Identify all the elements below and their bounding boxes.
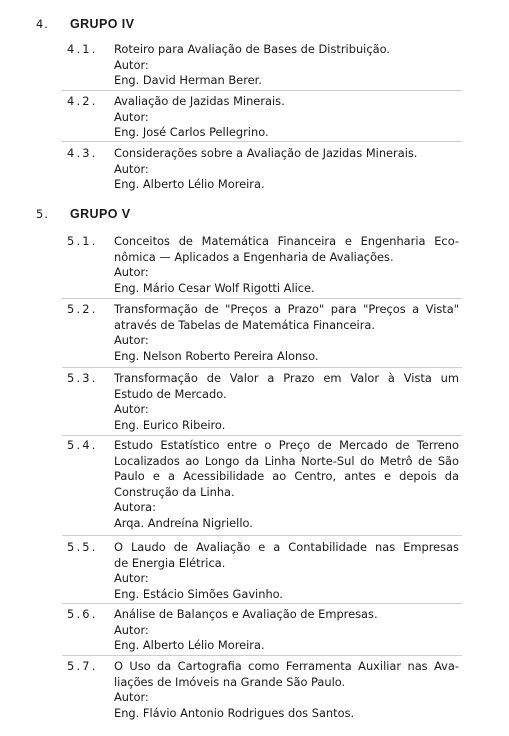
item-role: Autor:: [114, 161, 149, 176]
item-number: 5.1.: [67, 234, 98, 248]
item-title-line: Estudo Estatístico entre o Preço de Mercado de Terreno: [114, 438, 459, 452]
item-role: Autor:: [114, 402, 149, 417]
item-number: 5.3.: [67, 371, 98, 385]
item-title: Análise de Balanços e Avaliação de Empresas.: [114, 607, 378, 621]
group-number: 4.: [36, 17, 49, 31]
item-number: 5.2.: [67, 302, 98, 316]
divider: [62, 435, 462, 436]
item-author: Eng. Eurico Ribeiro.: [114, 417, 226, 432]
item-title-line: Transformação de "Preços a Prazo" para "Preços a Vista": [114, 302, 459, 316]
item-title-line: O Laudo de Avaliação e a Contabilidade nas Empresas: [114, 540, 459, 554]
item-number: 5.5.: [67, 540, 98, 554]
item-title-line: Construção da Linha.: [114, 484, 235, 499]
item-title: Roteiro para Avaliação de Bases de Distribuição.: [114, 42, 390, 56]
item-title-line: através de Tabelas de Matemática Financeira.: [114, 317, 375, 332]
group-number: 5.: [36, 207, 49, 221]
item-author: Eng. Estácio Simões Gavinho.: [114, 586, 284, 601]
item-number: 4.2.: [67, 94, 98, 108]
item-role: Autor:: [114, 109, 149, 124]
divider: [62, 535, 462, 536]
item-title-line: O Uso da Cartografia como Ferramenta Auxiliar nas Ava-: [114, 659, 459, 673]
item-author: Eng. Alberto Lélio Moreira.: [114, 177, 265, 192]
item-title-line: liações de Imóveis na Grande São Paulo.: [114, 674, 346, 689]
group-title: GRUPO V: [70, 207, 131, 221]
item-author: Eng. José Carlos Pellegrino.: [114, 125, 269, 140]
item-title-line: Paulo e a Acessibilidade ao Centro, antes e depois da: [114, 469, 459, 484]
item-role: Autor:: [114, 57, 149, 72]
item-title-line: Localizados ao Longo da Linha Norte-Sul do Metrô de São: [114, 453, 459, 468]
item-author: Eng. Alberto Lélio Moreira.: [114, 638, 265, 653]
item-role: Autor:: [114, 690, 149, 705]
item-title-line: Estudo de Mercado.: [114, 386, 227, 401]
divider: [62, 367, 462, 368]
divider: [62, 141, 462, 142]
item-author: Eng. Flávio Antonio Rodrigues dos Santos.: [114, 705, 355, 720]
item-role: Autor:: [114, 571, 149, 586]
item-title-line: Conceitos de Matemática Financeira e Engenharia Eco-: [114, 234, 459, 248]
item-number: 4.1.: [67, 42, 98, 56]
item-title: Avaliação de Jazidas Minerais.: [114, 94, 285, 108]
item-author: Eng. Nelson Roberto Pereira Alonso.: [114, 348, 319, 363]
item-role: Autora:: [114, 500, 156, 515]
item-author: Eng. Mário Cesar Wolf Rigotti Alice.: [114, 280, 315, 295]
item-title-line: nômica — Aplicados a Engenharia de Avaliações.: [114, 249, 394, 264]
item-number: 4.3.: [67, 146, 98, 160]
divider: [62, 603, 462, 604]
item-number: 5.4.: [67, 438, 98, 452]
item-author: Arqa. Andreína Nigriello.: [114, 515, 253, 530]
item-role: Autor:: [114, 333, 149, 348]
item-title-line: de Energia Elétrica.: [114, 555, 226, 570]
item-title-line: Transformação de Valor a Prazo em Valor à Vista um: [114, 371, 459, 385]
item-role: Autor:: [114, 622, 149, 637]
item-author: Eng. David Herman Berer.: [114, 73, 262, 88]
divider: [62, 298, 462, 299]
item-title: Considerações sobre a Avaliação de Jazidas Minerais.: [114, 146, 418, 160]
item-number: 5.7.: [67, 659, 98, 673]
group-title: GRUPO IV: [70, 17, 135, 31]
divider: [62, 655, 462, 656]
item-number: 5.6.: [67, 607, 98, 621]
divider: [62, 90, 462, 91]
item-role: Autor:: [114, 265, 149, 280]
